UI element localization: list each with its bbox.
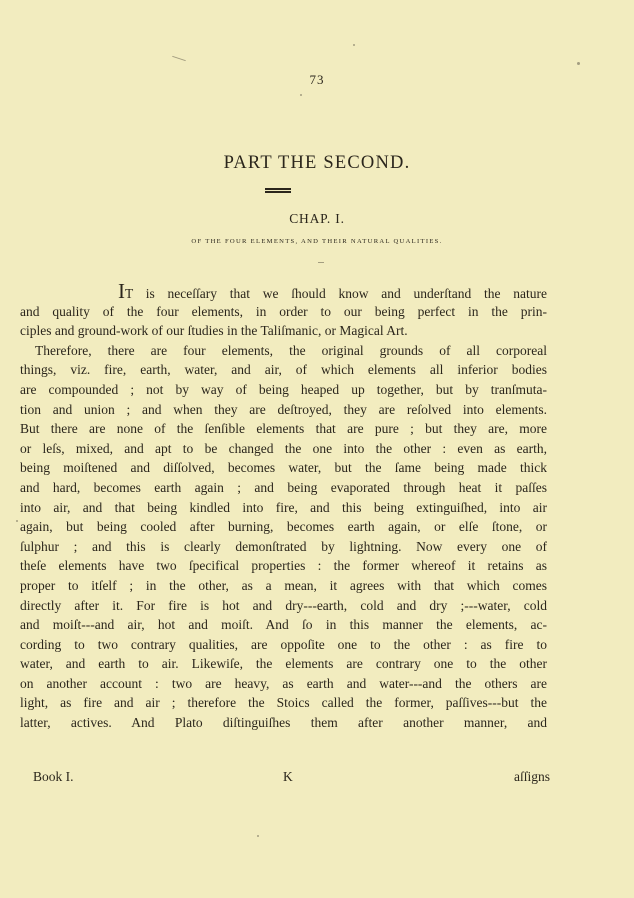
text-line: are compounded ; not by way of being heaped up together, but by tranſmuta- xyxy=(20,381,547,397)
text-line: again, but being cooled after burning, becomes earth again, or elſe ſtone, or xyxy=(20,519,547,535)
text-line: ſulphur ; and this is clearly demonſtrated by lightning. Now every one of xyxy=(20,538,547,554)
paper-speck xyxy=(353,44,355,46)
text-line: into air, and that being kindled into fire, and this being extinguiſhed, into air xyxy=(20,499,547,515)
part-title: PART THE SECOND. xyxy=(223,153,411,173)
paper-speck xyxy=(300,94,302,96)
body-text xyxy=(20,279,547,733)
paper-speck xyxy=(16,520,18,522)
text-line: cording to two contrary qualities, are oppoſite one to the other : as fire to xyxy=(20,636,547,652)
text-line: and hard, becomes earth again ; and being evaporated through heat it paſſes xyxy=(20,479,547,495)
text-line: and quality of the four elements, in order to our being perfect in the prin- xyxy=(20,303,547,319)
text-line: and moiſt---and air, hot and moiſt. And ſo in this manner the elements, ac- xyxy=(20,617,547,633)
text-line: tion and union ; and when they are deſtroyed, they are reſolved into elements. xyxy=(20,401,547,417)
text-line: being moiſtened and diſſolved, becomes water, but the ſame being made thick xyxy=(20,460,547,476)
text-line: But there are none of the ſenſible elements that are pure ; but they are, more xyxy=(20,421,547,437)
signature-mark: K xyxy=(283,769,293,784)
text-line: proper to itſelf ; in the other, as a mean, it agrees with that which comes xyxy=(20,577,547,593)
page-number: 73 xyxy=(309,72,325,87)
text-line: directly after it. For fire is hot and dry---earth, cold and dry ;---water, cold xyxy=(20,597,547,613)
text-line-content: T is neceſſary that we ſhould know and underſtand the nature xyxy=(125,286,547,301)
paper-speck xyxy=(257,835,259,837)
paper-speck xyxy=(318,262,324,263)
text-line: on another account : two are heavy, as earth and water---and the others are xyxy=(20,675,547,691)
footer-book-label: Book I. xyxy=(33,769,74,784)
text-line xyxy=(20,279,547,303)
chapter-title: CHAP. I. xyxy=(289,211,345,226)
text-line: light, as fire and air ; therefore the Stoics called the former, paſſives---but the xyxy=(20,695,547,711)
page-footer xyxy=(33,769,550,787)
double-rule-ornament xyxy=(265,188,291,193)
paper-speck xyxy=(172,56,186,61)
text-line: things, viz. fire, earth, water, and air, of which elements all inferior bodies xyxy=(20,362,547,378)
drop-cap: I xyxy=(118,279,125,303)
text-line: ciples and ground-work of our ſtudies in the Taliſmanic, or Magical Art. xyxy=(20,323,408,339)
text-line: theſe elements have two ſpecifical properties : the former whereof it retains as xyxy=(20,558,547,574)
text-line: or leſs, mixed, and apt to be changed the one into the other : even as earth, xyxy=(20,440,547,456)
text-line: Therefore, there are four elements, the original grounds of all corporeal xyxy=(35,342,547,358)
catchword: aſſigns xyxy=(514,769,550,784)
chapter-subtitle: OF THE FOUR ELEMENTS, AND THEIR NATURAL QUALITIES. xyxy=(191,238,443,245)
text-line: latter, actives. And Plato diſtinguiſhes them after another manner, and xyxy=(20,715,547,731)
text-line: water, and earth to air. Likewiſe, the elements are contrary one to the other xyxy=(20,656,547,672)
paper-speck xyxy=(577,62,580,65)
